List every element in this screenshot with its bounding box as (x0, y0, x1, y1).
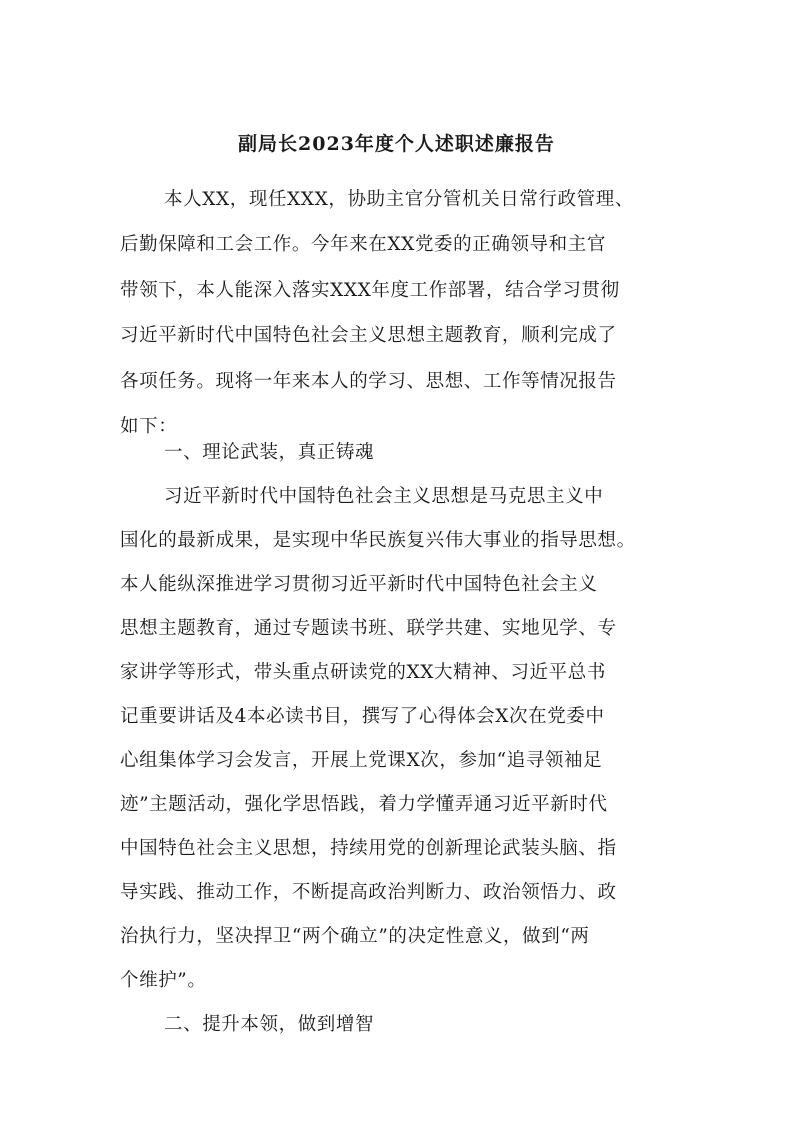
paragraph-line: 习近平新时代中国特色社会主义思想是马克思主义中 (164, 486, 604, 507)
paragraph-line: 心组集体学习会发言，开展上党课X次，参加“追寻领袖足 (120, 750, 603, 771)
paragraph-line: 治执行力，坚决捍卫“两个确立”的决定性意义，做到“两 (120, 926, 590, 947)
paragraph-line: 记重要讲话及4本必读书目，撰写了心得体会X次在党委中 (120, 706, 605, 727)
paragraph-line: 本人能纵深推进学习贯彻习近平新时代中国特色社会主义 (120, 574, 598, 595)
paragraph-line: 思想主题教育，通过专题读书班、联学共建、实地见学、专 (120, 618, 617, 639)
paragraph-line: 本人XX，现任XXX，协助主官分管机关日常行政管理、 (164, 189, 634, 210)
paragraph-line: 个维护”。 (120, 970, 207, 991)
paragraph-line: 中国特色社会主义思想，持续用党的创新理论武装头脑、指 (120, 838, 617, 859)
paragraph-line: 习近平新时代中国特色社会主义思想主题教育，顺利完成了 (120, 325, 617, 346)
section-heading-2: 二、提升本领，做到增智 (164, 1014, 375, 1035)
paragraph-line: 带领下，本人能深入落实XXX年度工作部署，结合学习贯彻 (120, 280, 620, 301)
paragraph-line: 家讲学等形式，带头重点研读党的XX大精神、习近平总书 (120, 662, 606, 683)
paragraph-line: 导实践、推动工作，不断提高政治判断力、政治领悟力、政 (120, 882, 617, 903)
document-title: 副局长2023年度个人述职述廉报告 (238, 133, 555, 155)
paragraph-line: 后勤保障和工会工作。今年来在XX党委的正确领导和主官 (120, 234, 606, 255)
paragraph-line: 各项任务。现将一年来本人的学习、思想、工作等情况报告 (120, 371, 617, 392)
paragraph-line: 如下： (120, 416, 178, 437)
paragraph-line: 国化的最新成果，是实现中华民族复兴伟大事业的指导思想。 (120, 530, 636, 551)
section-heading-1: 一、理论武装，真正铸魂 (164, 442, 375, 463)
paragraph-line: 迹”主题活动，强化学思悟践，着力学懂弄通习近平新时代 (120, 794, 608, 815)
